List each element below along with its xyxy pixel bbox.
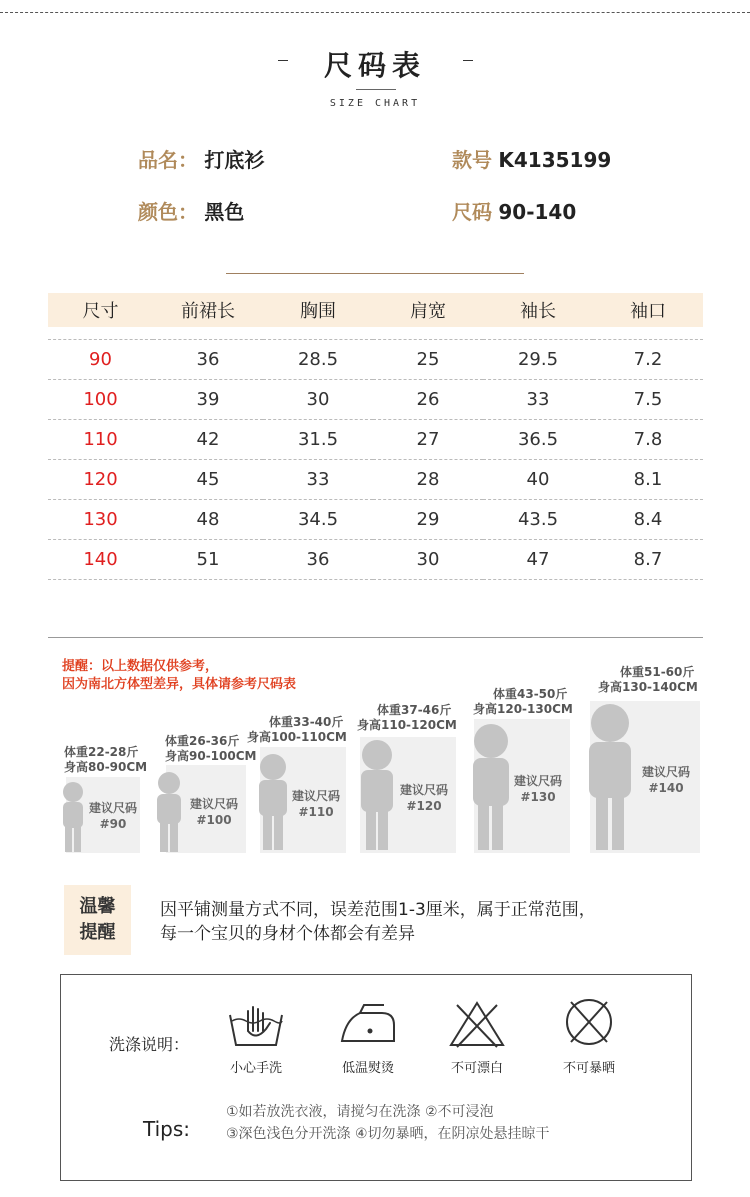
table-row xyxy=(48,459,703,499)
care-instructions-box xyxy=(60,974,692,1181)
child-silhouette-icon xyxy=(584,702,636,852)
kid-recommend xyxy=(86,800,140,832)
table-cell: 45 xyxy=(153,459,263,499)
table-cell: 29 xyxy=(373,499,483,539)
care-label: 洗涤说明： xyxy=(109,1035,190,1054)
top-dashed-divider xyxy=(0,12,750,13)
section-divider xyxy=(48,637,703,638)
warm-tip-text xyxy=(160,898,596,946)
kid-recommend-label: 建议尺码 xyxy=(513,774,562,788)
table-cell: 120 xyxy=(48,459,153,499)
kid-height: 身高80-90CM xyxy=(64,760,148,774)
table-cell: 30 xyxy=(373,539,483,579)
kid-recommend xyxy=(396,782,452,814)
hand-wash-caption: 小心手洗 xyxy=(229,1061,282,1076)
table-cell: 31.5 xyxy=(263,419,373,459)
table-cell: 100 xyxy=(48,379,153,419)
kid-weight: 体重22-28斤 xyxy=(64,745,139,759)
child-silhouette-icon xyxy=(152,770,186,854)
table-cell: 90 xyxy=(48,339,153,379)
product-model-row xyxy=(452,144,611,173)
table-cell: 130 xyxy=(48,499,153,539)
kid-stats xyxy=(64,745,147,775)
table-cell: 36 xyxy=(153,339,263,379)
table-cell: 7.5 xyxy=(593,379,703,419)
no-tumble-dry-caption: 不可暴晒 xyxy=(562,1061,615,1076)
product-model-label: 款号 xyxy=(452,148,492,172)
kid-height: 身高100-110CM xyxy=(247,730,347,744)
child-silhouette-icon xyxy=(356,738,398,852)
table-cell: 34.5 xyxy=(263,499,373,539)
kid-weight: 体重26-36斤 xyxy=(165,734,240,748)
kid-recommend-size: #90 xyxy=(99,817,127,831)
header-cell: 袖长 xyxy=(483,293,593,327)
warm-tip-badge xyxy=(64,885,131,955)
table-cell: 36.5 xyxy=(483,419,593,459)
table-cell: 42 xyxy=(153,419,263,459)
kid-recommend-label: 建议尺码 xyxy=(291,789,340,803)
table-cell: 51 xyxy=(153,539,263,579)
tips-lines xyxy=(226,1101,550,1145)
title-dash-right xyxy=(463,60,473,61)
table-cell: 36 xyxy=(263,539,373,579)
table-cell: 43.5 xyxy=(483,499,593,539)
product-size-row xyxy=(452,196,576,225)
warm-tip-line2: 每一个宝贝的身材个体都会有差异 xyxy=(160,924,415,944)
table-row xyxy=(48,539,703,579)
table-cell: 29.5 xyxy=(483,339,593,379)
title-underline xyxy=(356,89,396,90)
product-color-value: 黑色 xyxy=(204,200,245,224)
product-name-label: 品名： xyxy=(138,148,198,172)
low-iron-caption: 低温熨烫 xyxy=(341,1061,394,1076)
page-subtitle: SIZE CHART xyxy=(329,98,421,109)
header-cell: 袖口 xyxy=(593,293,703,327)
size-chart-table xyxy=(48,293,703,580)
kid-recommend-label: 建议尺码 xyxy=(88,801,137,815)
kid-weight: 体重43-50斤 xyxy=(493,687,568,701)
table-cell: 8.1 xyxy=(593,459,703,499)
table-cell: 27 xyxy=(373,419,483,459)
header-cell: 胸围 xyxy=(263,293,373,327)
table-row xyxy=(48,419,703,459)
child-silhouette-icon xyxy=(468,722,514,852)
kid-recommend xyxy=(288,788,344,820)
info-divider xyxy=(226,273,524,274)
table-row xyxy=(48,379,703,419)
no-bleach-icon xyxy=(447,999,507,1049)
kid-weight: 体重51-60斤 xyxy=(620,665,695,679)
table-cell: 26 xyxy=(373,379,483,419)
kid-height: 身高120-130CM xyxy=(473,702,573,716)
table-cell: 8.7 xyxy=(593,539,703,579)
kid-stats xyxy=(598,665,698,695)
table-row xyxy=(48,339,703,379)
product-model-value: K4135199 xyxy=(498,148,612,172)
header-cell: 尺寸 xyxy=(48,293,153,327)
no-bleach-caption: 不可漂白 xyxy=(450,1061,503,1076)
table-cell: 7.2 xyxy=(593,339,703,379)
kid-recommend-size: #120 xyxy=(406,799,442,813)
hand-wash-icon xyxy=(226,1001,286,1051)
kid-recommend-label: 建议尺码 xyxy=(189,797,238,811)
table-cell: 40 xyxy=(483,459,593,499)
kid-recommend-label: 建议尺码 xyxy=(399,783,448,797)
table-row xyxy=(48,499,703,539)
table-cell: 28.5 xyxy=(263,339,373,379)
kid-recommend xyxy=(510,773,566,805)
table-cell: 30 xyxy=(263,379,373,419)
table-cell: 28 xyxy=(373,459,483,499)
table-cell: 8.4 xyxy=(593,499,703,539)
tips-label: Tips: xyxy=(143,1117,191,1141)
table-cell: 33 xyxy=(263,459,373,499)
warm-tip-line1: 因平铺测量方式不同，误差范围1-3厘米，属于正常范围， xyxy=(160,900,596,920)
child-silhouette-icon xyxy=(58,780,88,854)
notice-line-1: 提醒：以上数据仅供参考， xyxy=(62,659,219,674)
kid-recommend-label: 建议尺码 xyxy=(641,765,690,779)
tips-line-2: ③深色浅色分开洗涤 ④切勿暴晒，在阴凉处悬挂晾干 xyxy=(226,1126,550,1142)
kid-stats xyxy=(165,734,256,764)
table-cell: 140 xyxy=(48,539,153,579)
kid-recommend-size: #110 xyxy=(298,805,334,819)
kid-recommend-size: #100 xyxy=(196,813,232,827)
product-size-label: 尺码 xyxy=(452,200,492,224)
kid-recommend-size: #140 xyxy=(648,781,684,795)
product-color-row xyxy=(138,196,244,225)
page-title: 尺码表 xyxy=(323,49,426,82)
kid-weight: 体重37-46斤 xyxy=(377,703,452,717)
kid-weight: 体重33-40斤 xyxy=(269,715,344,729)
product-color-label: 颜色： xyxy=(138,200,198,224)
product-name-value: 打底衫 xyxy=(204,148,265,172)
header-cell: 肩宽 xyxy=(373,293,483,327)
kid-recommend xyxy=(636,764,696,796)
table-cell: 25 xyxy=(373,339,483,379)
no-tumble-dry-icon xyxy=(559,997,619,1047)
table-spacer xyxy=(48,327,703,339)
kid-height: 身高130-140CM xyxy=(598,680,698,694)
kid-stats xyxy=(247,715,347,745)
kid-stats xyxy=(357,703,457,733)
size-table-header xyxy=(48,293,703,327)
table-cell: 7.8 xyxy=(593,419,703,459)
low-iron-icon xyxy=(338,1001,398,1051)
notice-line-2: 因为南北方体型差异，具体请参考尺码表 xyxy=(62,677,297,692)
table-cell: 33 xyxy=(483,379,593,419)
kid-height: 身高90-100CM xyxy=(165,749,257,763)
product-size-value: 90-140 xyxy=(498,200,577,224)
header-cell: 前裙长 xyxy=(153,293,263,327)
product-name-row xyxy=(138,144,264,173)
table-cell: 110 xyxy=(48,419,153,459)
child-silhouette-icon xyxy=(254,752,292,852)
kid-stats xyxy=(473,687,573,717)
warm-tip-badge-line2: 提醒 xyxy=(79,922,116,943)
table-cell: 39 xyxy=(153,379,263,419)
kid-recommend xyxy=(186,796,242,828)
table-cell: 47 xyxy=(483,539,593,579)
tips-line-1: ①如若放洗衣液，请搅匀在洗涤 ②不可浸泡 xyxy=(226,1104,494,1120)
kid-height: 身高110-120CM xyxy=(357,718,457,732)
warm-tip-badge-line1: 温馨 xyxy=(79,896,116,917)
kid-recommend-size: #130 xyxy=(520,790,556,804)
table-cell: 48 xyxy=(153,499,263,539)
